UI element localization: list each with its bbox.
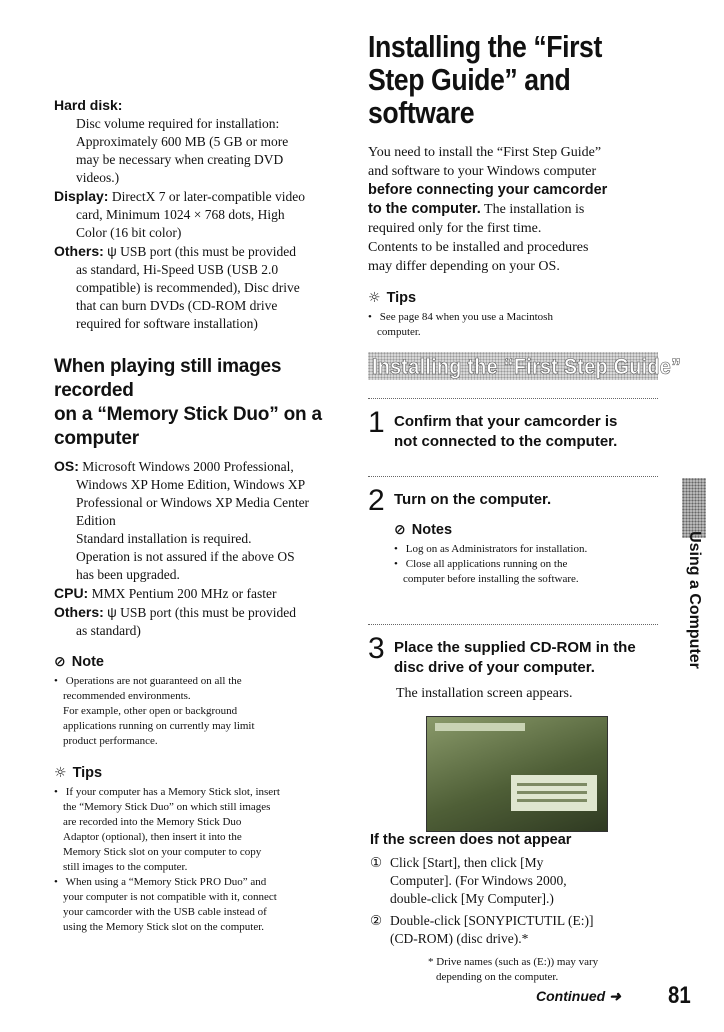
others-first-line: USB port (this must be provided xyxy=(120,244,297,259)
step-3 xyxy=(368,634,668,678)
intro-line: may differ depending on your OS. xyxy=(368,259,560,274)
intro-line: required only for the first time. xyxy=(368,221,542,236)
others-line: as standard, Hi-Speed USB (USB 2.0 xyxy=(76,262,279,277)
note-line: Close all applications running on the xyxy=(405,558,568,570)
lightbulb-icon: ☼ xyxy=(54,765,67,781)
note-line: computer before installing the software. xyxy=(403,573,579,585)
right-column xyxy=(368,30,658,340)
step-2 xyxy=(368,486,668,516)
note-icon: ⊘ xyxy=(394,522,406,538)
step-line: not connected to the computer. xyxy=(394,433,618,450)
others-line: compatible) is recommended), Disc drive xyxy=(76,280,300,295)
notes-heading-text: Notes xyxy=(411,522,453,538)
others-line: required for software installation) xyxy=(76,316,258,331)
enum-line: Computer]. (For Windows 2000, xyxy=(390,873,567,888)
section-heading-line: on a “Memory Stick Duo” on a xyxy=(54,404,322,425)
intro-line: and software to your Windows computer xyxy=(368,164,597,179)
notes-bullet xyxy=(394,542,664,557)
enum-line: (CD-ROM) (disc drive).* xyxy=(390,931,529,946)
divider xyxy=(368,476,658,477)
others-label: Others: xyxy=(54,243,104,259)
others2-spec xyxy=(54,603,334,640)
section-tab-label: Using a Computer xyxy=(686,531,703,669)
hard-disk-label: Hard disk: xyxy=(54,97,123,113)
tip-line: are recorded into the Memory Stick Duo xyxy=(63,816,242,828)
others2-label: Others: xyxy=(54,604,104,620)
os-spec xyxy=(54,457,334,584)
tips-heading-text: Tips xyxy=(386,290,417,306)
footnote-line: depending on the computer. xyxy=(436,971,559,983)
os-first-line: Microsoft Windows 2000 Professional, xyxy=(82,459,294,474)
note-heading xyxy=(54,654,334,670)
screen-line xyxy=(517,791,587,794)
note-line: Operations are not guaranteed on all the xyxy=(65,675,242,687)
step-text xyxy=(394,412,617,452)
hard-disk-line: Disc volume required for installation: xyxy=(76,116,280,131)
title-line: Installing the “First xyxy=(368,29,602,64)
step-number: 2 xyxy=(368,484,385,517)
continued-text: Continued xyxy=(536,988,606,1004)
tips-heading-text: Tips xyxy=(72,765,103,781)
screen-line xyxy=(517,783,587,786)
page-title xyxy=(368,30,660,129)
tip-line: See page 84 when you use a Macintosh xyxy=(379,311,553,323)
tips-bullet xyxy=(54,875,334,935)
enum-line: Double-click [SONYPICTUTIL (E:)] xyxy=(390,913,594,928)
page-number: 81 xyxy=(668,982,691,1009)
enum-line: Click [Start], then click [My xyxy=(390,855,544,870)
step-number: 3 xyxy=(368,632,385,665)
step3-subtext: The installation screen appears. xyxy=(396,686,573,701)
os-line: Operation is not assured if the above OS xyxy=(76,549,295,564)
display-first-line: DirectX 7 or later-compatible video xyxy=(111,189,305,204)
hard-disk-line: videos.) xyxy=(76,170,120,185)
section-tab-marker xyxy=(682,478,706,538)
os-line: Standard installation is required. xyxy=(76,531,252,546)
os-line: has been upgraded. xyxy=(76,567,180,582)
step-1 xyxy=(368,408,668,452)
step-text: Turn on the computer. xyxy=(394,491,552,508)
note-line: product performance. xyxy=(63,735,158,747)
display-line: card, Minimum 1024 × 768 dots, High xyxy=(76,207,285,222)
note-line: recommended environments. xyxy=(63,690,191,702)
enum-item-2 xyxy=(370,912,670,948)
notes-block xyxy=(394,522,664,587)
display-line: Color (16 bit color) xyxy=(76,225,182,240)
others2-first-line: USB port (this must be provided xyxy=(120,605,297,620)
cpu-label: CPU: xyxy=(54,585,89,601)
lightbulb-icon: ☼ xyxy=(368,290,381,306)
enum-line: double-click [My Computer].) xyxy=(390,891,554,906)
footnote xyxy=(428,955,668,985)
os-line: Edition xyxy=(76,513,116,528)
tip-line: computer. xyxy=(377,326,421,338)
note-icon: ⊘ xyxy=(54,654,66,670)
tip-line: still images to the computer. xyxy=(63,861,188,873)
others-line: that can burn DVDs (CD-ROM drive xyxy=(76,298,278,313)
section-heading-line: computer xyxy=(54,428,139,449)
os-line: Windows XP Home Edition, Windows XP xyxy=(76,477,306,492)
cpu-text: MMX Pentium 200 MHz or faster xyxy=(91,586,277,601)
title-line: software xyxy=(368,95,475,130)
step-line: Confirm that your camcorder is xyxy=(394,413,618,430)
if-screen-heading: If the screen does not appear xyxy=(370,832,572,848)
right-tips-heading xyxy=(368,290,658,306)
step-text xyxy=(394,638,636,678)
title-line: Step Guide” and xyxy=(368,62,571,97)
tip-line: using the Memory Stick slot on the computer. xyxy=(63,921,265,933)
os-line: Professional or Windows XP Media Center xyxy=(76,495,310,510)
cpu-spec xyxy=(54,584,334,603)
note-bullet xyxy=(54,674,334,749)
tip-line: your computer is not compatible with it, connect xyxy=(63,891,277,903)
note-line: Log on as Administrators for installation. xyxy=(405,543,588,555)
tip-line: Adaptor (optional), then insert it into the xyxy=(63,831,242,843)
step-line: disc drive of your computer. xyxy=(394,659,595,676)
note-line: For example, other open or background xyxy=(63,705,238,717)
enum-item-1 xyxy=(370,854,670,908)
note-heading-text: Note xyxy=(71,654,104,670)
intro-paragraph xyxy=(368,143,658,276)
section-heading-still-images xyxy=(54,355,334,451)
display-label: Display: xyxy=(54,188,109,204)
divider xyxy=(368,398,658,399)
others2-line: as standard) xyxy=(76,623,141,638)
right-tips-bullet xyxy=(368,310,658,340)
notes-bullet xyxy=(394,557,664,587)
note-line: applications running on currently may limit xyxy=(63,720,255,732)
step-line: Place the supplied CD-ROM in the xyxy=(394,639,636,656)
left-column xyxy=(54,96,334,935)
intro-line: The installation is xyxy=(484,202,585,217)
hard-disk-line: may be necessary when creating DVD xyxy=(76,152,284,167)
divider xyxy=(368,624,658,625)
os-label: OS: xyxy=(54,458,79,474)
notes-heading xyxy=(394,522,664,538)
tip-line: If your computer has a Memory Stick slot, insert xyxy=(65,786,280,798)
screen-title-bar xyxy=(435,723,525,731)
installation-screen-image xyxy=(426,716,608,832)
tips-heading xyxy=(54,765,334,781)
tip-line: Memory Stick slot on your computer to copy xyxy=(63,846,262,858)
tip-line: the “Memory Stick Duo” on which still images xyxy=(63,801,271,813)
intro-line: Contents to be installed and procedures xyxy=(368,240,589,255)
enum-mark: ① xyxy=(370,855,383,870)
intro-bold-line: before connecting your camcorder xyxy=(368,182,608,198)
hard-disk-line: Approximately 600 MB (5 GB or more xyxy=(76,134,289,149)
step-number: 1 xyxy=(368,406,385,439)
banner-text: Installing the “First Step Guide” xyxy=(372,354,682,379)
intro-bold-line: to the computer. xyxy=(368,201,481,217)
tips-bullet xyxy=(54,785,334,875)
section-heading-line: When playing still images recorded xyxy=(54,356,282,401)
others-spec xyxy=(54,242,334,333)
tip-line: your camcorder with the USB cable instead of xyxy=(63,906,267,918)
hard-disk-spec xyxy=(54,96,334,187)
continued-label xyxy=(536,988,621,1005)
usb-icon: ψ xyxy=(107,605,117,620)
intro-line: You need to install the “First Step Guide” xyxy=(368,145,602,160)
arrow-right-icon: ➜ xyxy=(609,988,621,1004)
tip-line: When using a “Memory Stick PRO Duo” and xyxy=(65,876,267,888)
usb-icon: ψ xyxy=(107,244,117,259)
screen-line xyxy=(517,799,587,802)
section-banner xyxy=(368,352,682,380)
enum-mark: ② xyxy=(370,913,383,928)
footnote-line: * Drive names (such as (E:)) may vary xyxy=(428,956,599,968)
display-spec xyxy=(54,187,334,242)
